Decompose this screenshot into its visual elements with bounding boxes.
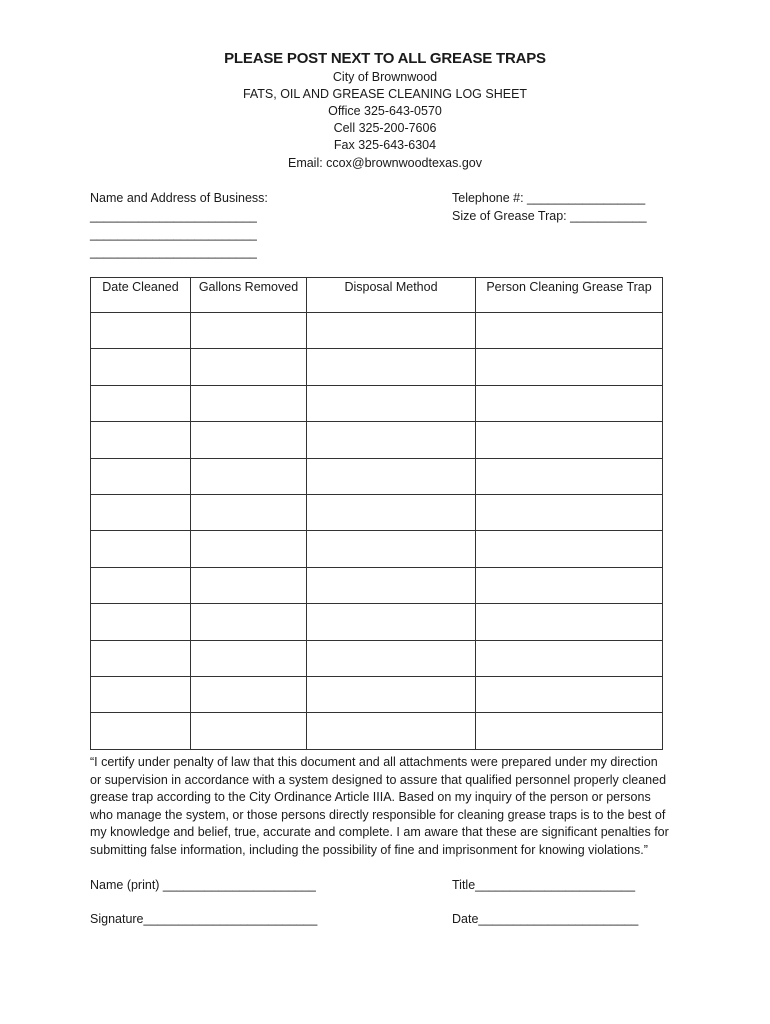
table-row: [91, 313, 663, 349]
person-cleaning-cell[interactable]: [476, 349, 663, 385]
business-label: Name and Address of Business:: [90, 191, 268, 205]
gallons-removed-cell[interactable]: [191, 422, 307, 458]
disposal-method-cell[interactable]: [307, 676, 476, 712]
gallons-removed-cell[interactable]: [191, 713, 307, 749]
date-cleaned-cell[interactable]: [91, 458, 191, 494]
person-cleaning-cell[interactable]: [476, 640, 663, 676]
header-date-cleaned: Date Cleaned: [91, 278, 191, 313]
email-line: Email: ccox@brownwoodtexas.gov: [287, 156, 483, 170]
date-cleaned-cell[interactable]: [91, 349, 191, 385]
table-header-row: [91, 278, 663, 313]
header-gallons-removed: Gallons Removed: [191, 278, 307, 313]
gallons-removed-cell[interactable]: [191, 458, 307, 494]
disposal-method-cell[interactable]: [307, 604, 476, 640]
disposal-method-cell[interactable]: [307, 349, 476, 385]
person-cleaning-cell[interactable]: [476, 567, 663, 603]
table-row: [91, 567, 663, 603]
person-cleaning-cell[interactable]: [476, 494, 663, 530]
city-name: City of Brownwood: [332, 70, 438, 84]
business-line-2[interactable]: ________________________: [90, 227, 257, 241]
telephone-field[interactable]: Telephone #: _________________: [452, 191, 646, 205]
gallons-removed-cell[interactable]: [191, 531, 307, 567]
date-field[interactable]: Date_______________________: [452, 912, 639, 926]
header-person-cleaning: Person Cleaning Grease Trap: [476, 278, 663, 313]
signature-field[interactable]: Signature_________________________: [90, 912, 318, 926]
sheet-name: FATS, OIL AND GREASE CLEANING LOG SHEET: [242, 87, 528, 101]
table-row: [91, 458, 663, 494]
table-row: [91, 604, 663, 640]
disposal-method-cell[interactable]: [307, 713, 476, 749]
disposal-method-cell[interactable]: [307, 494, 476, 530]
date-cleaned-cell[interactable]: [91, 604, 191, 640]
cleaning-log-table: [90, 277, 663, 750]
grease-trap-size-field[interactable]: Size of Grease Trap: ___________: [452, 209, 647, 223]
person-cleaning-cell[interactable]: [476, 604, 663, 640]
log-body: [91, 313, 663, 750]
page-title: PLEASE POST NEXT TO ALL GREASE TRAPS: [224, 50, 546, 67]
fax-number: Fax 325-643-6304: [333, 138, 437, 152]
table-row: [91, 531, 663, 567]
certification-statement: “I certify under penalty of law that this document and all attachments were prepared under my direction or supervision in accordance with a system designed to assure that qualified personnel properly cleaned grease trap according to the City Ordinance Article IIIA. Based on my inquiry of the person or persons who manage the system, or those persons directly responsible for cleaning grease traps is to the best of my knowledge and belief, true, accurate and complete. I am aware that these are significant penalties for submitting false information, including the possibility of fine and imprisonment for knowing violations.”: [90, 755, 669, 857]
gallons-removed-cell[interactable]: [191, 494, 307, 530]
date-cleaned-cell[interactable]: [91, 567, 191, 603]
date-cleaned-cell[interactable]: [91, 494, 191, 530]
date-cleaned-cell[interactable]: [91, 313, 191, 349]
table-row: [91, 422, 663, 458]
gallons-removed-cell[interactable]: [191, 640, 307, 676]
person-cleaning-cell[interactable]: [476, 458, 663, 494]
table-row: [91, 385, 663, 421]
gallons-removed-cell[interactable]: [191, 676, 307, 712]
table-row: [91, 676, 663, 712]
gallons-removed-cell[interactable]: [191, 349, 307, 385]
table-row: [91, 713, 663, 749]
person-cleaning-cell[interactable]: [476, 422, 663, 458]
date-cleaned-cell[interactable]: [91, 385, 191, 421]
date-cleaned-cell[interactable]: [91, 640, 191, 676]
disposal-method-cell[interactable]: [307, 567, 476, 603]
disposal-method-cell[interactable]: [307, 422, 476, 458]
name-print-field[interactable]: Name (print) ______________________: [90, 878, 316, 892]
disposal-method-cell[interactable]: [307, 531, 476, 567]
cell-phone: Cell 325-200-7606: [333, 121, 437, 135]
gallons-removed-cell[interactable]: [191, 604, 307, 640]
date-cleaned-cell[interactable]: [91, 531, 191, 567]
business-line-3[interactable]: ________________________: [90, 245, 257, 259]
person-cleaning-cell[interactable]: [476, 676, 663, 712]
gallons-removed-cell[interactable]: [191, 567, 307, 603]
disposal-method-cell[interactable]: [307, 313, 476, 349]
disposal-method-cell[interactable]: [307, 458, 476, 494]
gallons-removed-cell[interactable]: [191, 385, 307, 421]
header-disposal-method: Disposal Method: [307, 278, 476, 313]
person-cleaning-cell[interactable]: [476, 713, 663, 749]
table-row: [91, 494, 663, 530]
table-row: [91, 640, 663, 676]
title-field[interactable]: Title_______________________: [452, 878, 636, 892]
date-cleaned-cell[interactable]: [91, 676, 191, 712]
gallons-removed-cell[interactable]: [191, 313, 307, 349]
person-cleaning-cell[interactable]: [476, 313, 663, 349]
disposal-method-cell[interactable]: [307, 640, 476, 676]
business-line-1[interactable]: ________________________: [90, 209, 257, 223]
office-phone: Office 325-643-0570: [328, 104, 442, 118]
disposal-method-cell[interactable]: [307, 385, 476, 421]
person-cleaning-cell[interactable]: [476, 531, 663, 567]
table-row: [91, 349, 663, 385]
date-cleaned-cell[interactable]: [91, 422, 191, 458]
date-cleaned-cell[interactable]: [91, 713, 191, 749]
person-cleaning-cell[interactable]: [476, 385, 663, 421]
